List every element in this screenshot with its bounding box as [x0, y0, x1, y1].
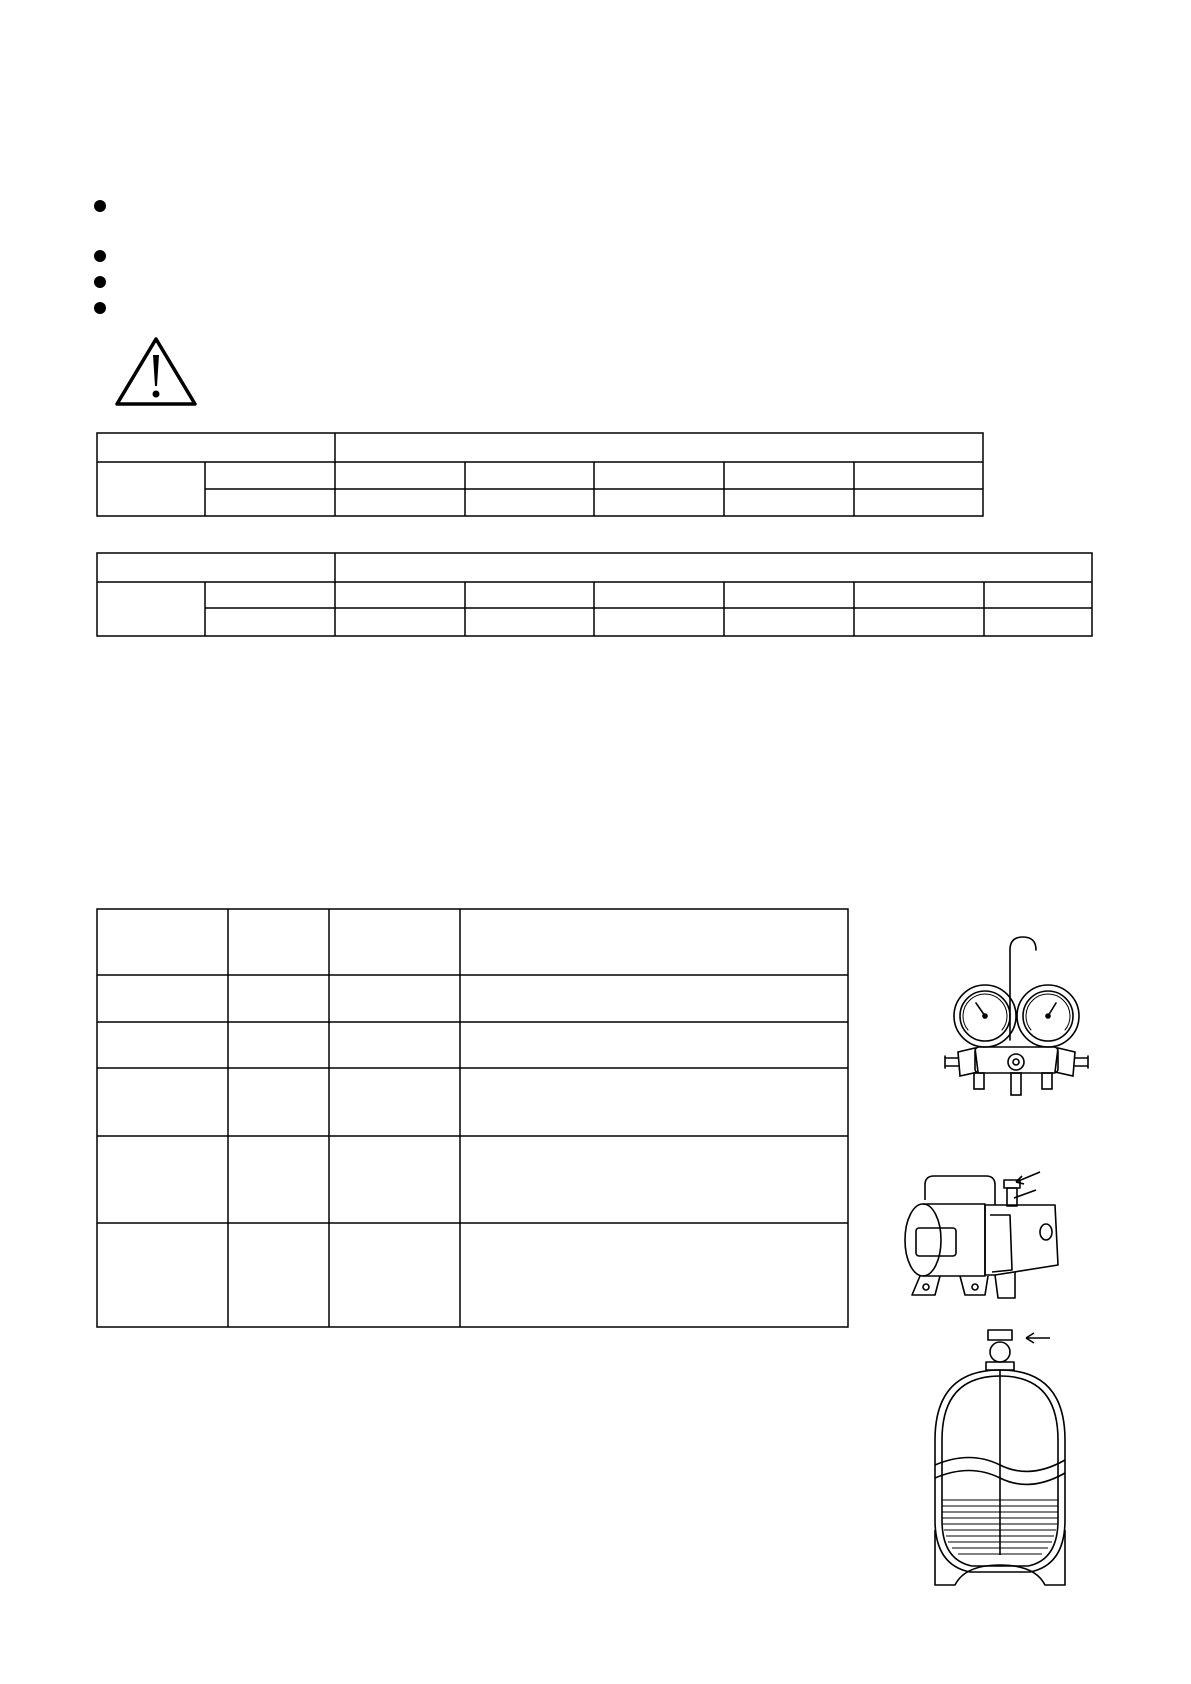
bullet-dot	[94, 276, 106, 288]
bullet-dot	[94, 302, 106, 314]
bullet-dot	[94, 250, 106, 262]
bullet-dot	[94, 200, 106, 212]
